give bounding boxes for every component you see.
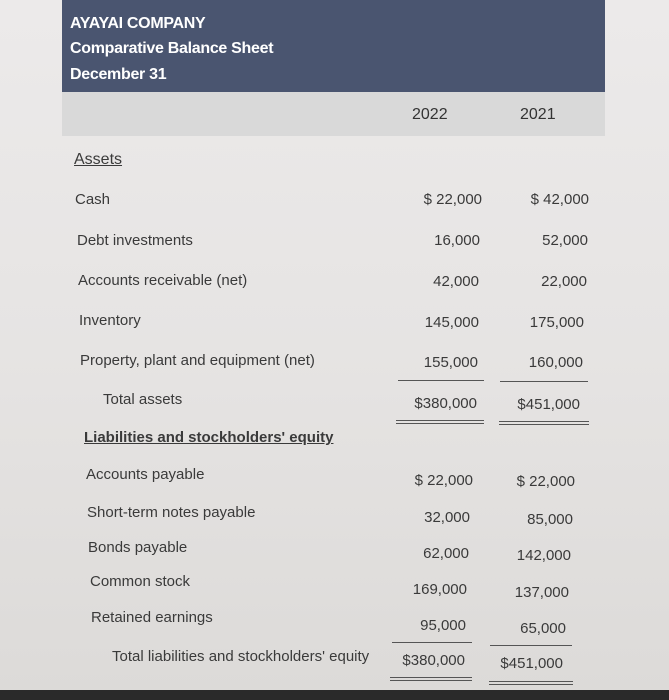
row-label-inventory: Inventory (79, 312, 141, 329)
total-liabilities-equity-2021: $451,000 (500, 655, 563, 672)
total-assets-label: Total assets (103, 391, 183, 408)
ppe-2021: 160,000 (528, 354, 583, 371)
year-2021-header: 2021 (520, 106, 556, 123)
debt-investments-2022: 16,000 (434, 232, 480, 249)
assets-subtotal-rule-2021 (500, 381, 588, 382)
company-name: AYAYAI COMPANY (70, 15, 206, 32)
assets-subtotal-rule-2022 (398, 380, 484, 381)
total-liabilities-double-rule-2021 (489, 681, 573, 685)
statement-header (62, 0, 605, 92)
short-term-notes-2022: 32,000 (424, 509, 470, 526)
total-assets-2021: $451,000 (517, 396, 580, 413)
common-stock-2021: 137,000 (514, 584, 569, 601)
bonds-payable-2022: 62,000 (423, 545, 469, 562)
liabilities-heading: Liabilities and stockholders' equity (84, 429, 334, 446)
row-label-short-term-notes: Short-term notes payable (87, 504, 256, 521)
row-label-retained-earnings: Retained earnings (91, 609, 213, 626)
common-stock-2022: 169,000 (412, 581, 467, 598)
year-2022-header: 2022 (412, 106, 448, 123)
ppe-2022: 155,000 (423, 354, 478, 371)
accounts-payable-2022: $ 22,000 (414, 472, 473, 489)
statement-title: Comparative Balance Sheet (70, 40, 274, 57)
retained-earnings-2021: 65,000 (520, 620, 566, 637)
row-label-debt-investments: Debt investments (77, 232, 193, 249)
total-assets-double-rule-2021 (499, 421, 589, 425)
total-liabilities-equity-label: Total liabilities and stockholders' equity (112, 648, 370, 665)
cash-2021: $ 42,000 (530, 191, 589, 208)
short-term-notes-2021: 85,000 (527, 511, 573, 528)
cash-2022: $ 22,000 (423, 191, 482, 208)
statement-date: December 31 (70, 66, 167, 83)
accounts-receivable-2022: 42,000 (433, 273, 479, 290)
retained-earnings-2022: 95,000 (420, 617, 466, 634)
row-label-ppe: Property, plant and equipment (net) (80, 352, 315, 369)
row-label-accounts-receivable: Accounts receivable (net) (78, 272, 248, 289)
total-assets-double-rule-2022 (396, 420, 484, 424)
row-label-accounts-payable: Accounts payable (86, 466, 205, 483)
total-assets-2022: $380,000 (414, 395, 477, 412)
row-label-bonds-payable: Bonds payable (88, 539, 188, 556)
row-label-common-stock: Common stock (90, 573, 191, 590)
assets-heading: Assets (74, 151, 123, 168)
inventory-2021: 175,000 (529, 314, 584, 331)
debt-investments-2021: 52,000 (542, 232, 588, 249)
bonds-payable-2021: 142,000 (516, 547, 571, 564)
screen-bottom-edge (0, 690, 669, 700)
liabilities-subtotal-rule-2021 (490, 645, 572, 646)
inventory-2022: 145,000 (424, 314, 479, 331)
total-liabilities-equity-2022: $380,000 (402, 652, 465, 669)
total-liabilities-double-rule-2022 (390, 677, 472, 681)
accounts-receivable-2021: 22,000 (541, 273, 587, 290)
accounts-payable-2021: $ 22,000 (516, 473, 575, 490)
liabilities-subtotal-rule-2022 (392, 642, 472, 643)
row-label-cash: Cash (75, 191, 111, 208)
